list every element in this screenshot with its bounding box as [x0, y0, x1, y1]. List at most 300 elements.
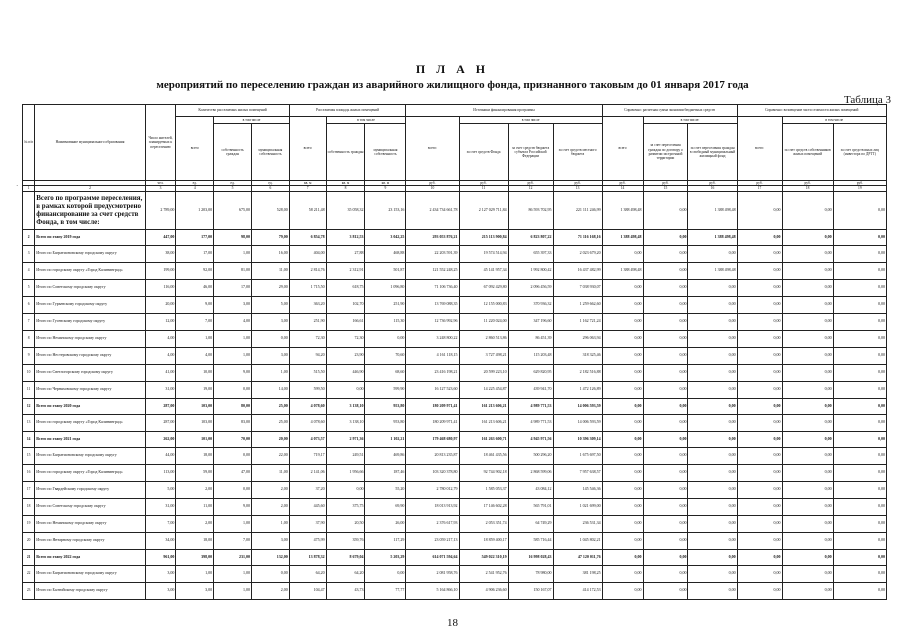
row-value: 0,00 — [833, 464, 886, 481]
table-total-row — [23, 398, 887, 414]
row-value: 59,00 — [176, 464, 214, 481]
row-value: 0,00 — [602, 582, 643, 599]
row-value: 1,00 — [214, 515, 252, 532]
col-name-header: Наименование муниципального образования — [35, 105, 145, 181]
table-total-row — [23, 191, 887, 229]
row-value: 43 084,12 — [508, 481, 553, 498]
col-residents-header: Число жителей, планируемых к переселению — [145, 105, 176, 181]
row-number: 20 — [23, 532, 35, 549]
row-value: 180 209 971,41 — [406, 414, 459, 431]
row-value: 287,00 — [145, 414, 176, 431]
row-value: 953,80 — [365, 398, 406, 414]
row-value: 3,00 — [214, 296, 252, 313]
row-value: 0,00 — [782, 245, 833, 262]
table-row — [23, 330, 887, 347]
table-total-row — [23, 431, 887, 447]
row-value: 29,00 — [251, 279, 289, 296]
row-value: 117,29 — [365, 532, 406, 549]
row-value: 115 203,48 — [508, 347, 553, 364]
row-value: 375,75 — [326, 498, 365, 515]
row-name: Всего по этапу 2019 года — [35, 229, 145, 245]
row-value: 1 472 126,89 — [553, 381, 602, 398]
table-row — [23, 313, 887, 330]
row-value: 318 325,46 — [553, 347, 602, 364]
row-value: 0,00 — [643, 330, 688, 347]
row-value: 6 823 807,22 — [508, 229, 553, 245]
row-value: 2 376 617,93 — [406, 515, 459, 532]
row-value: 447,00 — [145, 229, 176, 245]
row-value: 614 071 594,64 — [406, 549, 459, 565]
row-value: 0,00 — [737, 447, 782, 464]
row-value: 0,00 — [688, 582, 737, 599]
row-value: 2 971,36 — [326, 431, 365, 447]
row-value: 18 013 913,92 — [406, 498, 459, 515]
row-value: 1 715,50 — [289, 279, 326, 296]
index-cell: 18 — [782, 186, 833, 191]
row-value: 0,00 — [782, 447, 833, 464]
row-value: 0,00 — [737, 515, 782, 532]
row-value: 9,00 — [176, 296, 214, 313]
row-value: 0,00 — [688, 398, 737, 414]
row-value: 31,00 — [145, 381, 176, 398]
row-value: 0,00 — [737, 549, 782, 565]
row-value: 10 396 309,14 — [553, 431, 602, 447]
row-value: 2 312,91 — [326, 262, 365, 279]
row-number: 17 — [23, 481, 35, 498]
row-value: 293 053 876,21 — [406, 229, 459, 245]
row-value: 11 220 024,00 — [459, 313, 508, 330]
index-cell: 3 — [145, 186, 176, 191]
row-value: 102,70 — [326, 296, 365, 313]
row-value: 37,20 — [289, 481, 326, 498]
row-value: 0,00 — [326, 481, 365, 498]
row-value: 20,50 — [326, 515, 365, 532]
row-value: 80,00 — [214, 398, 252, 414]
col-ref2-own: за счет средств собственников жилых помещений — [782, 124, 833, 181]
row-value: 69,90 — [365, 498, 406, 515]
unit-cell: чел. — [145, 181, 176, 186]
row-value: 0,00 — [602, 565, 643, 582]
col-space-group: Расселяемая площадь жилых помещений — [289, 105, 406, 117]
row-value: 20 599 223,10 — [459, 364, 508, 381]
row-name: Итого по Нестеровскому городскому округу — [35, 347, 145, 364]
row-value: 0,00 — [737, 330, 782, 347]
unit-cell: руб. — [459, 181, 508, 186]
table-total-row — [23, 549, 887, 565]
row-value: 0,00 — [782, 191, 833, 229]
col-rooms-group: Количество расселяемых жилых помещений — [176, 105, 289, 117]
row-number: 7 — [23, 313, 35, 330]
row-name: Всего по этапу 2020 года — [35, 398, 145, 414]
row-value: 177,00 — [176, 229, 214, 245]
row-value: 0,00 — [833, 191, 886, 229]
row-value: 179 468 680,97 — [406, 431, 459, 447]
row-value: 23,90 — [326, 347, 365, 364]
col-space-owned: собственность граждан — [326, 124, 365, 181]
row-value: 3 138,10 — [326, 414, 365, 431]
row-number: 10 — [23, 364, 35, 381]
row-value: 8 679,04 — [326, 549, 365, 565]
row-name: Итого по Янтарному городскому округу — [35, 532, 145, 549]
row-value: 0,00 — [782, 498, 833, 515]
table-row — [23, 447, 887, 464]
row-value: 3 248 800,22 — [406, 330, 459, 347]
row-value: 0,00 — [782, 549, 833, 565]
row-value: 1 388 498,48 — [602, 262, 643, 279]
row-value: 13 878,32 — [289, 549, 326, 565]
margin-mark: · — [16, 182, 19, 190]
row-value: 0,00 — [737, 481, 782, 498]
row-value: 161 213 606,21 — [459, 398, 508, 414]
row-name: Итого по Багратионовскому городскому округу — [35, 447, 145, 464]
row-value: 0,00 — [326, 381, 365, 398]
row-number: 23 — [23, 582, 35, 599]
row-value: 0,00 — [737, 364, 782, 381]
col-ref2-group: Справочно: возмещение части стоимости жилых помещений — [737, 105, 886, 117]
row-value: 1,00 — [214, 582, 252, 599]
row-value: 0,00 — [643, 364, 688, 381]
row-value: 0,00 — [688, 549, 737, 565]
row-value: 115,30 — [365, 313, 406, 330]
row-value: 9,00 — [214, 498, 252, 515]
row-value: 0,00 — [833, 330, 886, 347]
row-number: 11 — [23, 381, 35, 398]
col-fin-subject: за счет средств бюджета субъекта Российской Федерации — [508, 124, 553, 181]
row-value: 359,76 — [326, 532, 365, 549]
row-value: 381 198,25 — [553, 565, 602, 582]
row-value: 618,75 — [326, 279, 365, 296]
row-value: 2 541 952,76 — [459, 565, 508, 582]
row-value: 0,00 — [782, 364, 833, 381]
row-value: 16 127 523,60 — [406, 381, 459, 398]
col-fin-local: за счет средств местного бюджета — [553, 124, 602, 181]
row-value: 72,30 — [289, 330, 326, 347]
row-value: 296 063,94 — [553, 330, 602, 347]
row-value: 41,00 — [145, 364, 176, 381]
index-cell: 6 — [251, 186, 289, 191]
row-value: 1 162 721,24 — [553, 313, 602, 330]
row-value: 501,87 — [365, 262, 406, 279]
row-value: 180 209 971,41 — [406, 398, 459, 414]
row-value: 439 941,70 — [508, 381, 553, 398]
row-value: 83,00 — [214, 414, 252, 431]
row-value: 1 045 802,21 — [553, 532, 602, 549]
table-row — [23, 498, 887, 515]
row-value: 0,00 — [688, 498, 737, 515]
row-value: 565 791,01 — [508, 498, 553, 515]
row-value: 0,00 — [214, 381, 252, 398]
row-value: 86 451,39 — [508, 330, 553, 347]
unit-cell: кв. м — [365, 181, 406, 186]
row-value: 0,00 — [602, 398, 643, 414]
table-row — [23, 582, 887, 599]
table-row — [23, 381, 887, 398]
row-value: 34,00 — [145, 532, 176, 549]
row-value: 27,88 — [326, 245, 365, 262]
row-number: 15 — [23, 447, 35, 464]
row-value: 3 042,25 — [365, 229, 406, 245]
row-value: 17,00 — [176, 245, 214, 262]
row-value: 64,20 — [289, 565, 326, 582]
row-value: 675,00 — [214, 191, 252, 229]
row-value: 0,00 — [602, 515, 643, 532]
row-value: 71 106 736,40 — [406, 279, 459, 296]
row-value: 719,17 — [289, 447, 326, 464]
row-value: 1 585 053,37 — [459, 481, 508, 498]
row-value: 0,00 — [688, 381, 737, 398]
row-value: 0,00 — [688, 565, 737, 582]
row-value: 4,00 — [176, 347, 214, 364]
row-value: 5 203,29 — [365, 549, 406, 565]
row-value: 46,00 — [176, 279, 214, 296]
row-value: 0,00 — [833, 296, 886, 313]
row-value: 5 164 866,10 — [406, 582, 459, 599]
table-row — [23, 279, 887, 296]
plan-table — [22, 104, 887, 600]
row-value: 0,00 — [833, 515, 886, 532]
row-value: 585 716,44 — [508, 532, 553, 549]
row-value: 2 789,00 — [145, 191, 176, 229]
row-value: 3 727 498,21 — [459, 347, 508, 364]
row-value: 1,00 — [214, 565, 252, 582]
row-value: 0,00 — [602, 330, 643, 347]
row-value: 0,00 — [737, 313, 782, 330]
table-row — [23, 565, 887, 582]
row-value: 166,61 — [326, 313, 365, 330]
row-value: 446,90 — [326, 364, 365, 381]
row-value: 0,00 — [602, 549, 643, 565]
row-value: 1,00 — [251, 515, 289, 532]
row-value: 0,00 — [643, 191, 688, 229]
row-value: 599,50 — [289, 381, 326, 398]
row-value: 1 102,21 — [365, 431, 406, 447]
row-value: 2 868 599,06 — [508, 464, 553, 481]
row-value: 0,00 — [782, 431, 833, 447]
row-value: 221 111 246,99 — [553, 191, 602, 229]
row-value: 961,00 — [145, 549, 176, 565]
row-value: 31,00 — [145, 498, 176, 515]
row-value: 347 196,60 — [508, 313, 553, 330]
row-value: 0,00 — [643, 515, 688, 532]
row-value: 17 146 602,28 — [459, 498, 508, 515]
row-value: 3 138,10 — [326, 398, 365, 414]
row-value: 0,00 — [833, 431, 886, 447]
row-value: 16 437 482,99 — [553, 262, 602, 279]
row-value: 0,00 — [365, 330, 406, 347]
row-name: Итого по Багратионовскому городскому округу — [35, 245, 145, 262]
row-value: 0,00 — [688, 296, 737, 313]
row-value: 2,00 — [176, 515, 214, 532]
col-ref2-including: в том числе — [782, 117, 886, 124]
row-value: 7,00 — [176, 313, 214, 330]
row-value: 1,00 — [214, 347, 252, 364]
row-value: 7 957 638,57 — [553, 464, 602, 481]
row-value: 23 153,16 — [365, 191, 406, 229]
row-name: Итого по Балтийскому городскому округу — [35, 582, 145, 599]
row-value: 0,00 — [782, 398, 833, 414]
row-value: 287,00 — [145, 398, 176, 414]
index-cell: 8 — [326, 186, 365, 191]
table-row — [23, 481, 887, 498]
row-value: 3,00 — [145, 582, 176, 599]
row-value: 1 992 800,42 — [508, 262, 553, 279]
col-fin-group: Источники финансирования программы — [406, 105, 602, 117]
row-value: 0,00 — [643, 549, 688, 565]
row-name: Всего по этапу 2021 года — [35, 431, 145, 447]
row-number: 5 — [23, 279, 35, 296]
row-value: 0,00 — [782, 515, 833, 532]
row-value: 0,00 — [602, 364, 643, 381]
row-value: 0,00 — [643, 347, 688, 364]
table-row — [23, 347, 887, 364]
row-value: 0,00 — [602, 381, 643, 398]
row-value: 4 078,60 — [289, 414, 326, 431]
row-value: 0,00 — [602, 296, 643, 313]
row-value: 370 936,32 — [508, 296, 553, 313]
row-number: 22 — [23, 565, 35, 582]
row-value: 2 141,06 — [289, 464, 326, 481]
row-value: 0,00 — [688, 313, 737, 330]
index-cell: 12 — [508, 186, 553, 191]
row-value: 81,00 — [214, 262, 252, 279]
row-name: Итого по Светлогорскому городскому округу — [35, 364, 145, 381]
row-value: 0,00 — [737, 381, 782, 398]
row-value: 7,00 — [214, 532, 252, 549]
table-row — [23, 464, 887, 481]
row-value: 0,00 — [782, 464, 833, 481]
row-value: 1,00 — [251, 364, 289, 381]
row-value: 0,00 — [833, 498, 886, 515]
row-value: 0,00 — [833, 398, 886, 414]
unit-cell: руб. — [737, 181, 782, 186]
row-value: 67 092 429,80 — [459, 279, 508, 296]
row-value: 0,00 — [643, 279, 688, 296]
row-value: 77,77 — [365, 582, 406, 599]
row-number: 8 — [23, 330, 35, 347]
row-number: 2 — [23, 229, 35, 245]
row-value: 20,00 — [145, 296, 176, 313]
row-value: 18 461 435,56 — [459, 447, 508, 464]
row-number: 3 — [23, 245, 35, 262]
row-value: 469,86 — [365, 447, 406, 464]
index-cell: 19 — [833, 186, 886, 191]
row-value: 0,00 — [688, 347, 737, 364]
row-number — [23, 191, 35, 229]
row-value: 55,20 — [365, 481, 406, 498]
row-value: 0,00 — [737, 245, 782, 262]
row-value: 4 906 236,60 — [459, 582, 508, 599]
col-ref-free: за счет переселения граждан в свободный муниципальный жилищный фонд — [688, 124, 737, 181]
row-value: 249,51 — [326, 447, 365, 464]
row-value: 445,60 — [289, 498, 326, 515]
row-value: 2 434 734 661,78 — [406, 191, 459, 229]
row-value: 72,30 — [326, 330, 365, 347]
row-value: 22,00 — [251, 447, 289, 464]
row-number: 18 — [23, 498, 35, 515]
row-value: 0,00 — [643, 381, 688, 398]
row-value: 7 038 930,07 — [553, 279, 602, 296]
row-value: 528,00 — [251, 191, 289, 229]
unit-cell: руб. — [782, 181, 833, 186]
row-value: 68,60 — [365, 364, 406, 381]
row-value: 1,00 — [176, 565, 214, 582]
row-value: 0,00 — [602, 431, 643, 447]
row-value: 0,00 — [833, 347, 886, 364]
row-value: 0,00 — [737, 464, 782, 481]
table-row — [23, 515, 887, 532]
row-value: 23 416 198,21 — [406, 364, 459, 381]
row-value: 0,00 — [782, 481, 833, 498]
row-value: 103,00 — [176, 414, 214, 431]
row-value: 2 053 351,74 — [459, 515, 508, 532]
row-name: Итого по городскому округу «Город Калининград» — [35, 262, 145, 279]
col-fin-fund: за счет средств Фонда — [459, 124, 508, 181]
row-value: 0,00 — [782, 313, 833, 330]
row-value: 4 073,57 — [289, 431, 326, 447]
row-number: 16 — [23, 464, 35, 481]
row-value: 0,00 — [782, 262, 833, 279]
row-value: 0,00 — [643, 447, 688, 464]
unit-cell: руб. — [508, 181, 553, 186]
row-value: 92 744 902,18 — [459, 464, 508, 481]
col-space-including: в том числе — [326, 117, 406, 124]
row-value: 121 552 248,25 — [406, 262, 459, 279]
unit-cell: ед. — [176, 181, 214, 186]
row-value: 0,00 — [688, 532, 737, 549]
row-value: 0,00 — [833, 262, 886, 279]
table-row — [23, 245, 887, 262]
col-rooms-owned: собственность граждан — [214, 124, 252, 181]
unit-cell: руб. — [688, 181, 737, 186]
row-value: 0,00 — [688, 279, 737, 296]
row-value: 2 023 679,20 — [553, 245, 602, 262]
row-value: 0,00 — [833, 582, 886, 599]
row-value: 0,00 — [643, 398, 688, 414]
row-value: 3,00 — [251, 532, 289, 549]
row-value: 14 006 593,59 — [553, 414, 602, 431]
row-value: 0,00 — [688, 515, 737, 532]
col-space-total: всего — [289, 117, 326, 181]
row-value: 0,00 — [782, 229, 833, 245]
row-value: 132,00 — [251, 549, 289, 565]
document-subtitle: мероприятий по переселению граждан из аварийного жилищного фонда, признанного таковым до 01 января 2017 года — [156, 79, 749, 91]
row-value: 0,00 — [782, 414, 833, 431]
row-number: 19 — [23, 515, 35, 532]
table-row — [23, 296, 887, 313]
row-value: 47,00 — [214, 464, 252, 481]
col-ref-including: в том числе: — [643, 117, 737, 124]
row-value: 0,00 — [833, 481, 886, 498]
row-value: 1 956,66 — [326, 464, 365, 481]
row-value: 47 120 011,76 — [553, 549, 602, 565]
row-value: 35 058,32 — [326, 191, 365, 229]
row-value: 25,00 — [251, 398, 289, 414]
table-row — [23, 364, 887, 381]
row-value: 18 859 400,17 — [459, 532, 508, 549]
row-number: 4 — [23, 262, 35, 279]
index-cell: 2 — [35, 186, 145, 191]
row-value: 94,20 — [289, 347, 326, 364]
row-value: 0,00 — [782, 330, 833, 347]
unit-cell: руб. — [553, 181, 602, 186]
row-number: 21 — [23, 549, 35, 565]
row-value: 16,00 — [251, 245, 289, 262]
row-value: 116,00 — [145, 279, 176, 296]
row-name: Итого по Советскому городскому округу — [35, 279, 145, 296]
row-value: 2,00 — [251, 498, 289, 515]
index-cell: 10 — [406, 186, 459, 191]
index-cell: 17 — [737, 186, 782, 191]
